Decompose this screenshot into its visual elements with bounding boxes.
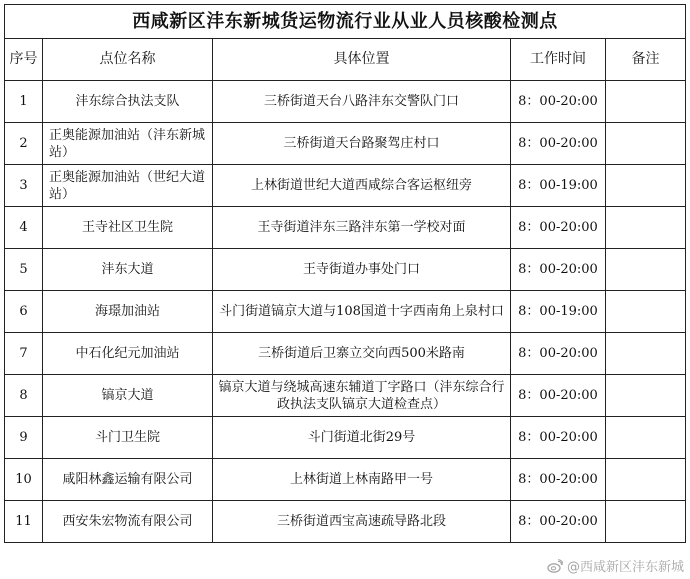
header-hours: 工作时间 xyxy=(511,39,606,81)
cell-no: 3 xyxy=(5,165,43,207)
cell-location: 上林街道世纪大道西咸综合客运枢纽旁 xyxy=(213,165,511,207)
cell-name: 正奥能源加油站（世纪大道站） xyxy=(43,165,213,207)
table-row xyxy=(5,417,686,459)
cell-remark xyxy=(606,375,686,417)
weibo-watermark xyxy=(547,556,684,575)
cell-location: 三桥街道天台八路沣东交警队门口 xyxy=(213,81,511,123)
cell-name: 沣东大道 xyxy=(43,249,213,291)
table-row xyxy=(5,249,686,291)
cell-location: 三桥街道西宝高速疏导路北段 xyxy=(213,501,511,543)
cell-location: 斗门街道北街29号 xyxy=(213,417,511,459)
cell-name: 王寺社区卫生院 xyxy=(43,207,213,249)
cell-name: 沣东综合执法支队 xyxy=(43,81,213,123)
table-row xyxy=(5,291,686,333)
cell-hours: 8：00-19:00 xyxy=(511,291,606,333)
cell-no: 2 xyxy=(5,123,43,165)
cell-no: 1 xyxy=(5,81,43,123)
cell-name: 斗门卫生院 xyxy=(43,417,213,459)
cell-no: 9 xyxy=(5,417,43,459)
header-location: 具体位置 xyxy=(213,39,511,81)
cell-hours: 8：00-20:00 xyxy=(511,123,606,165)
table-row xyxy=(5,501,686,543)
cell-no: 8 xyxy=(5,375,43,417)
cell-hours: 8：00-20:00 xyxy=(511,333,606,375)
cell-hours: 8：00-20:00 xyxy=(511,459,606,501)
cell-hours: 8：00-20:00 xyxy=(511,207,606,249)
cell-remark xyxy=(606,123,686,165)
cell-name: 咸阳林鑫运输有限公司 xyxy=(43,459,213,501)
cell-no: 11 xyxy=(5,501,43,543)
cell-no: 5 xyxy=(5,249,43,291)
header-no: 序号 xyxy=(5,39,43,81)
table-row xyxy=(5,375,686,417)
cell-no: 4 xyxy=(5,207,43,249)
cell-hours: 8：00-20:00 xyxy=(511,501,606,543)
cell-location: 王寺街道沣东三路沣东第一学校对面 xyxy=(213,207,511,249)
cell-hours: 8：00-20:00 xyxy=(511,81,606,123)
cell-remark xyxy=(606,165,686,207)
cell-name: 海璟加油站 xyxy=(43,291,213,333)
cell-hours: 8：00-20:00 xyxy=(511,249,606,291)
cell-no: 6 xyxy=(5,291,43,333)
table-row xyxy=(5,123,686,165)
cell-remark xyxy=(606,81,686,123)
cell-remark xyxy=(606,501,686,543)
table-row xyxy=(5,333,686,375)
cell-remark xyxy=(606,207,686,249)
cell-no: 7 xyxy=(5,333,43,375)
cell-hours: 8：00-19:00 xyxy=(511,165,606,207)
table-row xyxy=(5,165,686,207)
table-title: 西咸新区沣东新城货运物流行业从业人员核酸检测点 xyxy=(5,5,686,39)
cell-location: 三桥街道后卫寨立交向西500米路南 xyxy=(213,333,511,375)
cell-location: 斗门街道镐京大道与108国道十字西南角上泉村口 xyxy=(213,291,511,333)
cell-remark xyxy=(606,459,686,501)
weibo-icon xyxy=(547,559,563,573)
cell-location: 上林街道上林南路甲一号 xyxy=(213,459,511,501)
cell-hours: 8：00-20:00 xyxy=(511,375,606,417)
table-row xyxy=(5,207,686,249)
test-site-table-sheet xyxy=(4,4,685,543)
header-row xyxy=(5,39,686,81)
table-body xyxy=(5,81,686,543)
cell-name: 中石化纪元加油站 xyxy=(43,333,213,375)
test-site-table xyxy=(4,4,686,543)
cell-name: 镐京大道 xyxy=(43,375,213,417)
cell-remark xyxy=(606,333,686,375)
cell-no: 10 xyxy=(5,459,43,501)
cell-hours: 8：00-20:00 xyxy=(511,417,606,459)
watermark-text: @西咸新区沣东新城 xyxy=(566,560,684,575)
cell-location: 镐京大道与绕城高速东辅道丁字路口（沣东综合行政执法支队镐京大道检查点） xyxy=(213,375,511,417)
cell-name: 正奥能源加油站（沣东新城站） xyxy=(43,123,213,165)
header-remark: 备注 xyxy=(606,39,686,81)
cell-location: 三桥街道天台路聚驾庄村口 xyxy=(213,123,511,165)
table-row xyxy=(5,81,686,123)
cell-remark xyxy=(606,249,686,291)
header-name: 点位名称 xyxy=(43,39,213,81)
cell-name: 西安朱宏物流有限公司 xyxy=(43,501,213,543)
table-row xyxy=(5,459,686,501)
cell-remark xyxy=(606,291,686,333)
cell-remark xyxy=(606,417,686,459)
cell-location: 王寺街道办事处门口 xyxy=(213,249,511,291)
